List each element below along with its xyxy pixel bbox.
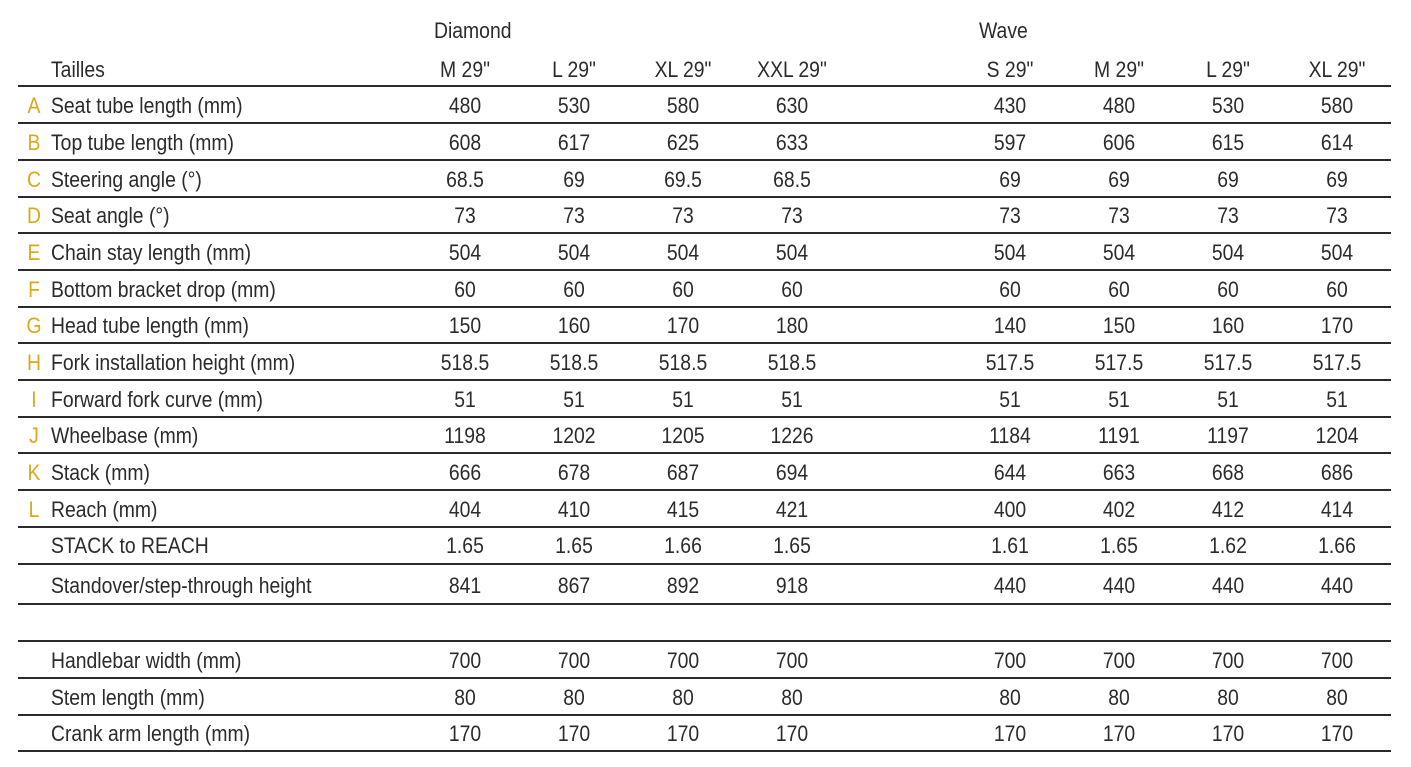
table-cell: 517.5 (1312, 350, 1362, 375)
table-cell: 51 (1326, 387, 1348, 412)
table-cell: 51 (999, 387, 1021, 412)
row-divider (18, 563, 1391, 565)
table-cell: 80 (1326, 685, 1348, 710)
table-cell: 73 (1217, 203, 1239, 228)
table-cell: 517.5 (1203, 350, 1253, 375)
size-header: L 29" (552, 57, 596, 82)
row-letter: A (27, 93, 41, 118)
table-cell: 504 (1211, 240, 1245, 265)
table-cell: 73 (781, 203, 803, 228)
size-header: M 29" (440, 57, 490, 82)
row-label: Standover/step-through height (51, 573, 312, 598)
table-cell: 80 (1217, 685, 1239, 710)
table-cell: 440 (993, 573, 1027, 598)
table-cell: 504 (993, 240, 1027, 265)
row-label: Stem length (mm) (51, 685, 205, 710)
table-cell: 686 (1320, 460, 1354, 485)
table-cell: 73 (563, 203, 585, 228)
table-cell: 644 (993, 460, 1027, 485)
header-label: Tailles (51, 57, 105, 82)
table-cell: 51 (672, 387, 694, 412)
table-cell: 700 (1211, 648, 1245, 673)
table-cell: 170 (993, 721, 1027, 746)
table-cell: 51 (454, 387, 476, 412)
table-cell: 421 (775, 497, 809, 522)
table-cell: 1.62 (1209, 533, 1247, 558)
row-letter: F (28, 277, 40, 302)
table-cell: 170 (775, 721, 809, 746)
table-cell: 160 (557, 313, 591, 338)
table-cell: 617 (557, 130, 591, 155)
table-cell: 60 (672, 277, 694, 302)
table-cell: 678 (557, 460, 591, 485)
table-cell: 68.5 (773, 167, 811, 192)
table-cell: 150 (1102, 313, 1136, 338)
row-label: Seat tube length (mm) (51, 93, 243, 118)
table-cell: 440 (1211, 573, 1245, 598)
table-cell: 1.66 (1318, 533, 1356, 558)
table-cell: 666 (448, 460, 482, 485)
table-cell: 630 (775, 93, 809, 118)
table-cell: 518.5 (658, 350, 708, 375)
table-cell: 504 (557, 240, 591, 265)
table-cell: 69 (1108, 167, 1130, 192)
table-cell: 614 (1320, 130, 1354, 155)
size-header: XL 29" (1308, 57, 1366, 82)
row-letter: D (27, 203, 41, 228)
table-cell: 1.65 (773, 533, 811, 558)
table-cell: 400 (993, 497, 1027, 522)
table-cell: 60 (1217, 277, 1239, 302)
table-cell: 60 (1108, 277, 1130, 302)
row-letter: B (27, 130, 41, 155)
table-cell: 73 (1326, 203, 1348, 228)
row-label: Seat angle (°) (51, 203, 170, 228)
table-cell: 1.65 (1100, 533, 1138, 558)
size-header: XXL 29" (757, 57, 827, 82)
table-cell: 867 (557, 573, 591, 598)
row-divider (18, 269, 1391, 271)
table-cell: 140 (993, 313, 1027, 338)
table-cell: 687 (666, 460, 700, 485)
table-cell: 700 (666, 648, 700, 673)
row-divider (18, 714, 1391, 716)
table-cell: 530 (557, 93, 591, 118)
table-cell: 1198 (444, 423, 486, 448)
table-cell: 504 (775, 240, 809, 265)
table-cell: 700 (993, 648, 1027, 673)
table-cell: 73 (999, 203, 1021, 228)
table-cell: 80 (563, 685, 585, 710)
row-letter: L (28, 497, 40, 522)
table-cell: 1.66 (664, 533, 702, 558)
table-cell: 51 (563, 387, 585, 412)
table-cell: 1204 (1315, 423, 1359, 448)
table-cell: 663 (1102, 460, 1136, 485)
table-cell: 68.5 (446, 167, 484, 192)
table-cell: 440 (1102, 573, 1136, 598)
row-divider (18, 640, 1391, 642)
table-cell: 1191 (1098, 423, 1140, 448)
table-cell: 69.5 (664, 167, 702, 192)
table-cell: 918 (775, 573, 809, 598)
table-cell: 480 (448, 93, 482, 118)
table-cell: 518.5 (767, 350, 817, 375)
row-divider (18, 122, 1391, 124)
table-cell: 694 (775, 460, 809, 485)
row-label: Chain stay length (mm) (51, 240, 252, 265)
table-cell: 1197 (1207, 423, 1249, 448)
row-divider (18, 603, 1391, 605)
table-cell: 1202 (552, 423, 596, 448)
row-label: Reach (mm) (51, 497, 158, 522)
group-label-diamond: Diamond (434, 18, 512, 43)
table-cell: 480 (1102, 93, 1136, 118)
table-cell: 51 (781, 387, 803, 412)
row-divider (18, 526, 1391, 528)
row-label: Crank arm length (mm) (51, 721, 251, 746)
table-cell: 404 (448, 497, 482, 522)
table-cell: 80 (999, 685, 1021, 710)
row-label: Top tube length (mm) (51, 130, 234, 155)
table-cell: 580 (666, 93, 700, 118)
row-letter: I (31, 387, 37, 412)
row-divider (18, 452, 1391, 454)
table-cell: 530 (1211, 93, 1245, 118)
table-cell: 504 (666, 240, 700, 265)
row-label: Handlebar width (mm) (51, 648, 242, 673)
table-cell: 160 (1211, 313, 1245, 338)
table-cell: 170 (1320, 313, 1354, 338)
table-cell: 402 (1102, 497, 1136, 522)
table-cell: 150 (448, 313, 482, 338)
row-letter: E (27, 240, 41, 265)
table-cell: 1.65 (555, 533, 593, 558)
table-cell: 700 (448, 648, 482, 673)
table-cell: 608 (448, 130, 482, 155)
table-cell: 170 (666, 721, 700, 746)
size-header: S 29" (986, 57, 1034, 82)
table-cell: 504 (1102, 240, 1136, 265)
size-header: XL 29" (654, 57, 712, 82)
row-divider (18, 232, 1391, 234)
table-cell: 80 (1108, 685, 1130, 710)
table-cell: 80 (781, 685, 803, 710)
row-divider (18, 379, 1391, 381)
table-cell: 1.65 (446, 533, 484, 558)
table-cell: 700 (1320, 648, 1354, 673)
row-divider (18, 677, 1391, 679)
table-cell: 69 (1326, 167, 1348, 192)
row-divider (18, 85, 1391, 87)
row-label: Fork installation height (mm) (51, 350, 296, 375)
size-header: M 29" (1094, 57, 1144, 82)
table-cell: 170 (1320, 721, 1354, 746)
table-cell: 440 (1320, 573, 1354, 598)
row-letter: J (29, 423, 39, 448)
table-cell: 412 (1211, 497, 1245, 522)
row-label: Bottom bracket drop (mm) (51, 277, 276, 302)
row-letter: H (27, 350, 41, 375)
table-cell: 170 (448, 721, 482, 746)
table-cell: 518.5 (440, 350, 490, 375)
table-cell: 504 (1320, 240, 1354, 265)
table-cell: 517.5 (1094, 350, 1144, 375)
table-cell: 1205 (661, 423, 705, 448)
table-cell: 60 (781, 277, 803, 302)
table-cell: 60 (454, 277, 476, 302)
row-label: Forward fork curve (mm) (51, 387, 263, 412)
table-cell: 80 (672, 685, 694, 710)
row-label: Wheelbase (mm) (51, 423, 199, 448)
table-cell: 180 (775, 313, 809, 338)
table-cell: 69 (1217, 167, 1239, 192)
row-letter: G (26, 313, 42, 338)
table-cell: 518.5 (549, 350, 599, 375)
table-cell: 69 (999, 167, 1021, 192)
table-cell: 73 (454, 203, 476, 228)
table-cell: 170 (1102, 721, 1136, 746)
row-divider (18, 342, 1391, 344)
table-cell: 69 (563, 167, 585, 192)
table-cell: 51 (1217, 387, 1239, 412)
row-divider (18, 196, 1391, 198)
row-label: STACK to REACH (51, 533, 209, 558)
size-header: L 29" (1206, 57, 1250, 82)
row-divider (18, 159, 1391, 161)
table-cell: 504 (448, 240, 482, 265)
table-cell: 170 (1211, 721, 1245, 746)
table-cell: 410 (557, 497, 591, 522)
table-cell: 633 (775, 130, 809, 155)
table-cell: 414 (1320, 497, 1354, 522)
table-cell: 170 (666, 313, 700, 338)
row-letter: C (27, 167, 41, 192)
table-cell: 615 (1211, 130, 1245, 155)
table-cell: 170 (557, 721, 591, 746)
table-cell: 517.5 (985, 350, 1035, 375)
group-label-wave: Wave (979, 18, 1028, 43)
table-cell: 430 (993, 93, 1027, 118)
table-cell: 60 (1326, 277, 1348, 302)
row-label: Steering angle (°) (51, 167, 202, 192)
table-cell: 841 (448, 573, 482, 598)
table-cell: 73 (1108, 203, 1130, 228)
table-cell: 597 (993, 130, 1027, 155)
table-cell: 625 (666, 130, 700, 155)
table-cell: 1184 (989, 423, 1031, 448)
table-cell: 892 (666, 573, 700, 598)
table-cell: 73 (672, 203, 694, 228)
table-cell: 60 (999, 277, 1021, 302)
table-cell: 1226 (770, 423, 814, 448)
table-cell: 51 (1108, 387, 1130, 412)
table-cell: 580 (1320, 93, 1354, 118)
row-label: Head tube length (mm) (51, 313, 249, 338)
table-cell: 668 (1211, 460, 1245, 485)
table-cell: 1.61 (991, 533, 1029, 558)
row-divider (18, 750, 1391, 752)
row-label: Stack (mm) (51, 460, 150, 485)
table-cell: 60 (563, 277, 585, 302)
table-cell: 700 (557, 648, 591, 673)
table-cell: 415 (666, 497, 700, 522)
table-cell: 700 (1102, 648, 1136, 673)
row-divider (18, 416, 1391, 418)
table-cell: 700 (775, 648, 809, 673)
table-cell: 606 (1102, 130, 1136, 155)
row-divider (18, 489, 1391, 491)
table-cell: 80 (454, 685, 476, 710)
row-letter: K (27, 460, 41, 485)
row-divider (18, 306, 1391, 308)
